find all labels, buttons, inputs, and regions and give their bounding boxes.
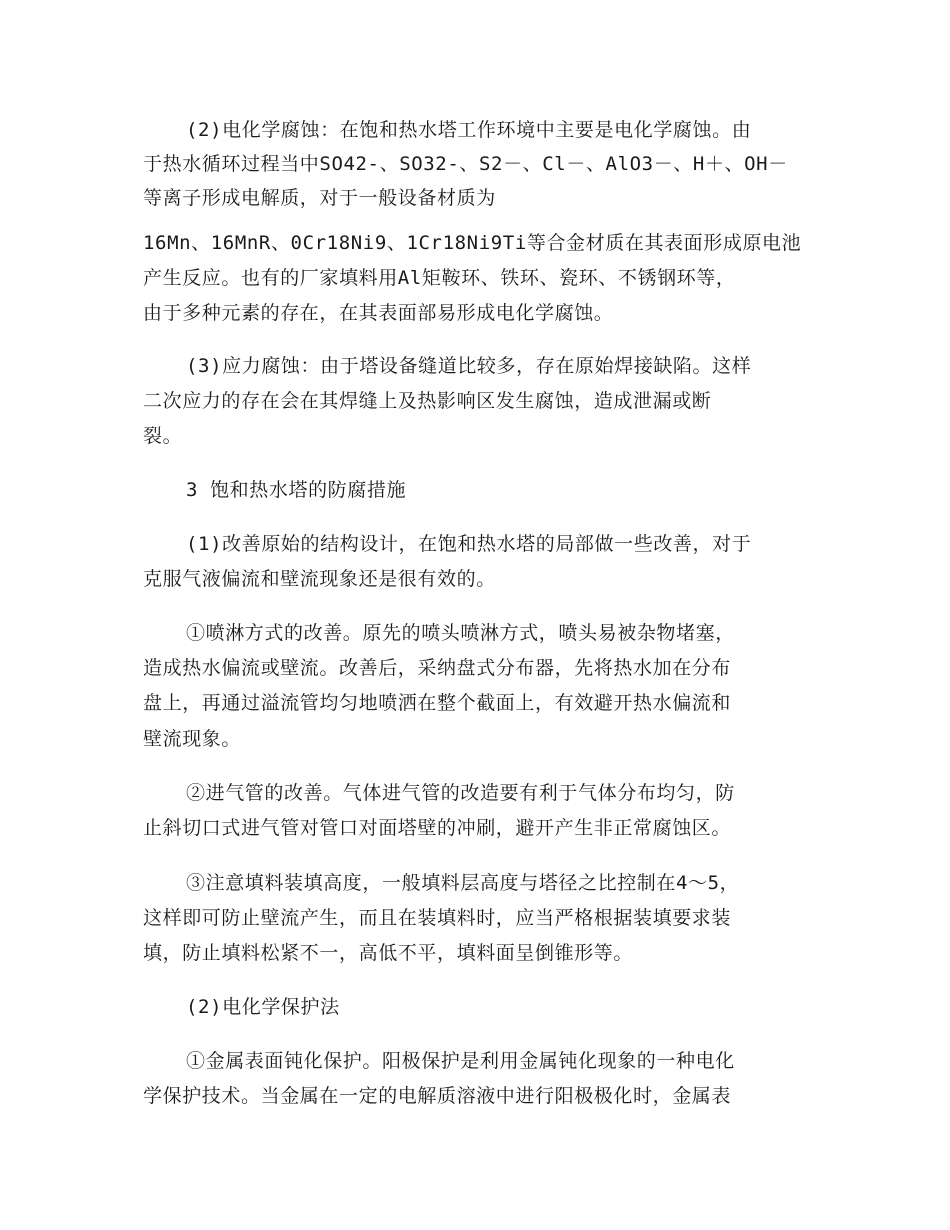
- text-line: 盘上，再通过溢流管均匀地喷洒在整个截面上，有效避开热水偏流和: [143, 692, 732, 714]
- text-line: (1)改善原始的结构设计，在饱和热水塔的局部做一些改善，对于: [186, 533, 752, 555]
- text-line: 造成热水偏流或壁流。改善后，采纳盘式分布器，先将热水加在分布: [143, 657, 732, 679]
- text-line: (2)电化学腐蚀：在饱和热水塔工作环境中主要是电化学腐蚀。由: [186, 119, 752, 141]
- text-line: 学保护技术。当金属在一定的电解质溶液中进行阳极极化时，金属表: [143, 1085, 732, 1107]
- text-line: 止斜切口式进气管对管口对面塔壁的冲刷，避开产生非正常腐蚀区。: [143, 817, 732, 839]
- text-line: 于热水循环过程当中SO42-、SO32-、S2－、Cl－、AlO3－、H＋、OH－: [143, 153, 788, 175]
- text-line: 由于多种元素的存在，在其表面部易形成电化学腐蚀。: [143, 302, 614, 324]
- subsection-heading: (2)电化学保护法: [186, 996, 340, 1018]
- text-line: ①喷淋方式的改善。原先的喷头喷淋方式，喷头易被杂物堵塞，: [186, 622, 735, 644]
- text-line: 壁流现象。: [143, 728, 242, 750]
- text-line: 这样即可防止壁流产生，而且在装填料时，应当严格根据装填要求装: [143, 907, 732, 929]
- text-line: ①金属表面钝化保护。阳极保护是利用金属钝化现象的一种电化: [186, 1050, 735, 1072]
- text-line: (3)应力腐蚀：由于塔设备缝道比较多，存在原始焊接缺陷。这样: [186, 355, 752, 377]
- text-line: 克服气液偏流和壁流现象还是很有效的。: [143, 568, 496, 590]
- text-line: 等离子形成电解质，对于一般设备材质为: [143, 187, 496, 209]
- text-line: 二次应力的存在会在其焊缝上及热影响区发生腐蚀，造成泄漏或断: [143, 390, 712, 412]
- section-heading: 3 饱和热水塔的防腐措施: [186, 479, 407, 501]
- text-line: ③注意填料装填高度，一般填料层高度与塔径之比控制在4～5，: [186, 872, 740, 894]
- text-line: ②进气管的改善。气体进气管的改造要有利于气体分布均匀，防: [186, 782, 735, 804]
- text-line: 产生反应。也有的厂家填料用Al矩鞍环、铁环、瓷环、不锈钢环等，: [143, 267, 736, 289]
- text-line: 16Mn、16MnR、0Cr18Ni9、1Cr18Ni9Ti等合金材质在其表面形成原电池: [143, 232, 802, 254]
- text-line: 填，防止填料松紧不一，高低不平，填料面呈倒锥形等。: [143, 942, 634, 964]
- text-line: 裂。: [143, 425, 183, 447]
